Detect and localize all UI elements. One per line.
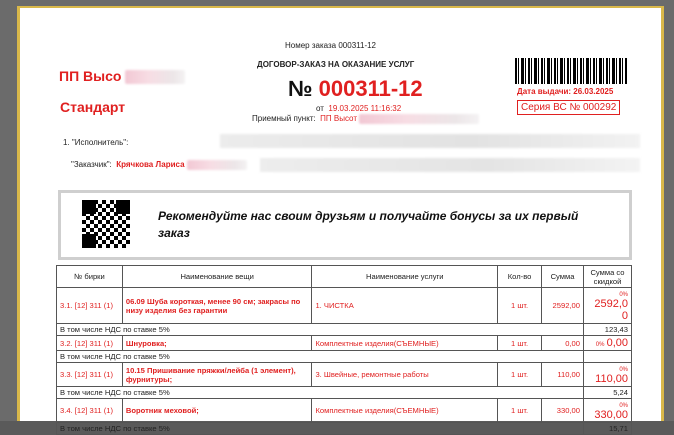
redacted-block: [187, 160, 247, 170]
redacted-block: [359, 114, 479, 124]
date-prefix: от: [316, 104, 324, 113]
table-row: [57, 336, 632, 351]
promo-text: Рекомендуйте нас своим друзьям и получайте бонусы за их первый заказ: [158, 209, 579, 240]
barcode: [515, 58, 627, 84]
cell-sum: 110,00: [542, 363, 584, 387]
cell-total: [584, 363, 632, 387]
point-label: Приемный пункт:: [252, 114, 316, 124]
reception-point-name: [59, 68, 185, 84]
col-sum: Сумма: [542, 266, 584, 288]
order-items-table: [56, 265, 632, 435]
serie-number: Серия ВС № 000292: [517, 100, 620, 115]
vat-label: В том числе НДС по ставке 5%: [57, 351, 584, 363]
customer-line: [71, 160, 247, 170]
qr-code: [82, 200, 130, 248]
cell-total: [584, 399, 632, 423]
cell-sum: 2592,00: [542, 288, 584, 324]
cell-item: 10.15 Пришивание пряжки/лейба (1 элемент), фурнитуры;: [122, 363, 312, 387]
vat-value: 5,24: [584, 387, 632, 399]
table-row: [57, 399, 632, 423]
cell-service: 3. Швейные, ремонтные работы: [312, 363, 498, 387]
order-number-top: Номер заказа 000311-12: [285, 41, 377, 50]
cell-total: [584, 288, 632, 324]
cell-item: Шнуровка;: [122, 336, 312, 351]
cell-service: Комплектные изделия(СЪЕМНЫЕ): [312, 336, 498, 351]
executor-label: 1. "Исполнитель":: [63, 138, 129, 147]
cell-service: 1. ЧИСТКА: [312, 288, 498, 324]
cell-item: 06.09 Шуба короткая, менее 90 см; закрасы по низу изделия без гарантии: [122, 288, 312, 324]
date-value: 19.03.2025 11:16:32: [328, 104, 402, 113]
cell-sum: 0,00: [542, 336, 584, 351]
vat-label: В том числе НДС по ставке 5%: [57, 423, 584, 435]
vat-value: [584, 351, 632, 363]
col-tag: № бирки: [57, 266, 123, 288]
vat-label: В том числе НДС по ставке 5%: [57, 324, 584, 336]
vat-row: [57, 351, 632, 363]
customer-name: Крячкова Лариса: [116, 160, 185, 170]
vat-row: [57, 423, 632, 435]
cell-qty: 1 шт.: [498, 336, 542, 351]
cell-tag: 3.4. [12] 311 (1): [57, 399, 123, 423]
cell-sum: 330,00: [542, 399, 584, 423]
pp-name-text: ПП Высо: [59, 68, 122, 84]
cell-qty: 1 шт.: [498, 399, 542, 423]
discount-pct: 0%: [619, 403, 628, 409]
total-value: 0,00: [606, 337, 628, 349]
table-row: [57, 288, 632, 324]
cell-total: [584, 336, 632, 351]
table-header-row: [57, 266, 632, 288]
col-qty: Кол-во: [498, 266, 542, 288]
total-value: 2592,0 0: [594, 298, 628, 322]
promo-banner: [58, 190, 632, 260]
col-item: Наименование вещи: [122, 266, 312, 288]
discount-pct: 0%: [619, 292, 628, 298]
order-date: [316, 104, 401, 113]
redacted-customer: [260, 158, 640, 172]
redacted-executor: [220, 134, 640, 148]
vat-row: [57, 324, 632, 336]
cell-service: Комплектные изделия(СЪЕМНЫЕ): [312, 399, 498, 423]
contract-title: ДОГОВОР-ЗАКАЗ НА ОКАЗАНИЕ УСЛУГ: [257, 60, 415, 69]
cell-tag: 3.2. [12] 311 (1): [57, 336, 123, 351]
issue-date: Дата выдачи: 26.03.2025: [517, 87, 614, 96]
table-row: [57, 363, 632, 387]
number-sign: №: [288, 76, 313, 101]
cell-qty: 1 шт.: [498, 288, 542, 324]
order-number-title: [288, 76, 423, 102]
tariff-standard: Стандарт: [60, 99, 126, 115]
vat-label: В том числе НДС по ставке 5%: [57, 387, 584, 399]
point-value: ПП Высот: [320, 114, 357, 124]
total-value: 110,00: [595, 373, 628, 385]
customer-label: "Заказчик":: [71, 160, 112, 170]
col-service: Наименование услуги: [312, 266, 498, 288]
order-number: 000311-12: [318, 76, 423, 101]
cell-item: Воротник меховой;: [122, 399, 312, 423]
col-sum-discount: Сумма со скидкой: [584, 266, 632, 288]
vat-row: [57, 387, 632, 399]
vat-value: 15,71: [584, 423, 632, 435]
discount-pct: 0%: [595, 342, 605, 348]
cell-tag: 3.3. [12] 311 (1): [57, 363, 123, 387]
reception-point: [252, 114, 479, 124]
total-value: 330,00: [594, 409, 628, 421]
discount-pct: 0%: [619, 367, 628, 373]
cell-qty: 1 шт.: [498, 363, 542, 387]
document-page: [17, 6, 664, 433]
cell-tag: 3.1. [12] 311 (1): [57, 288, 123, 324]
redacted-block: [125, 70, 185, 84]
vat-value: 123,43: [584, 324, 632, 336]
